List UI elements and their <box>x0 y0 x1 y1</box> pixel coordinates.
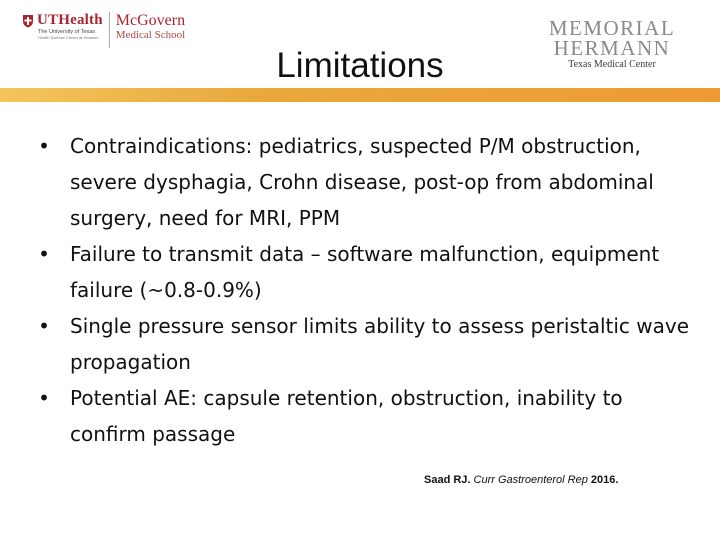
bullet-dot-icon: • <box>38 134 50 158</box>
uthealth-subtitle: The University of Texas <box>38 29 96 35</box>
bullet-item <box>34 236 694 308</box>
citation <box>424 474 618 486</box>
bullet-dot-icon: • <box>38 314 50 338</box>
bullet-dot-icon: • <box>38 386 50 410</box>
uthealth-shield-icon <box>22 14 34 28</box>
uthealth-subtitle-2: Health Science Center at Houston <box>38 35 99 40</box>
uthealth-logo <box>22 12 103 40</box>
mcgovern-name: McGovern <box>115 12 186 29</box>
citation-author: Saad RJ. <box>424 474 471 486</box>
logo-divider <box>109 12 110 48</box>
bullet-text: Single pressure sensor limits ability to assess peristaltic wave propagation <box>70 314 690 374</box>
title-accent-bar <box>0 88 720 102</box>
slide-title: Limitations <box>276 46 444 85</box>
bullet-list <box>34 128 694 452</box>
memorial-hermann-line2: HERMANN <box>553 36 671 60</box>
memorial-hermann-subtitle: Texas Medical Center <box>568 59 656 70</box>
bullet-text: Contraindications: pediatrics, suspected P/M obstruction, severe dysphagia, Crohn disease, post-op from abdominal surgery, need for MRI, PPM <box>70 134 654 230</box>
citation-journal: Curr Gastroenterol Rep <box>473 474 588 486</box>
bullet-item <box>34 380 694 452</box>
bullet-item <box>34 308 694 380</box>
bullet-text: Failure to transmit data – software malfunction, equipment failure (~0.8-0.9%) <box>70 242 660 302</box>
mcgovern-school: Medical School <box>115 29 186 41</box>
memorial-hermann-line1: MEMORIAL <box>548 16 676 40</box>
citation-year: 2016. <box>590 474 619 486</box>
bullet-item <box>34 128 694 236</box>
uthealth-wordmark: UTHealth <box>37 12 103 28</box>
bullet-dot-icon: • <box>38 242 50 266</box>
mcgovern-logo <box>116 12 185 42</box>
bullet-text: Potential AE: capsule retention, obstruction, inability to confirm passage <box>70 386 623 446</box>
